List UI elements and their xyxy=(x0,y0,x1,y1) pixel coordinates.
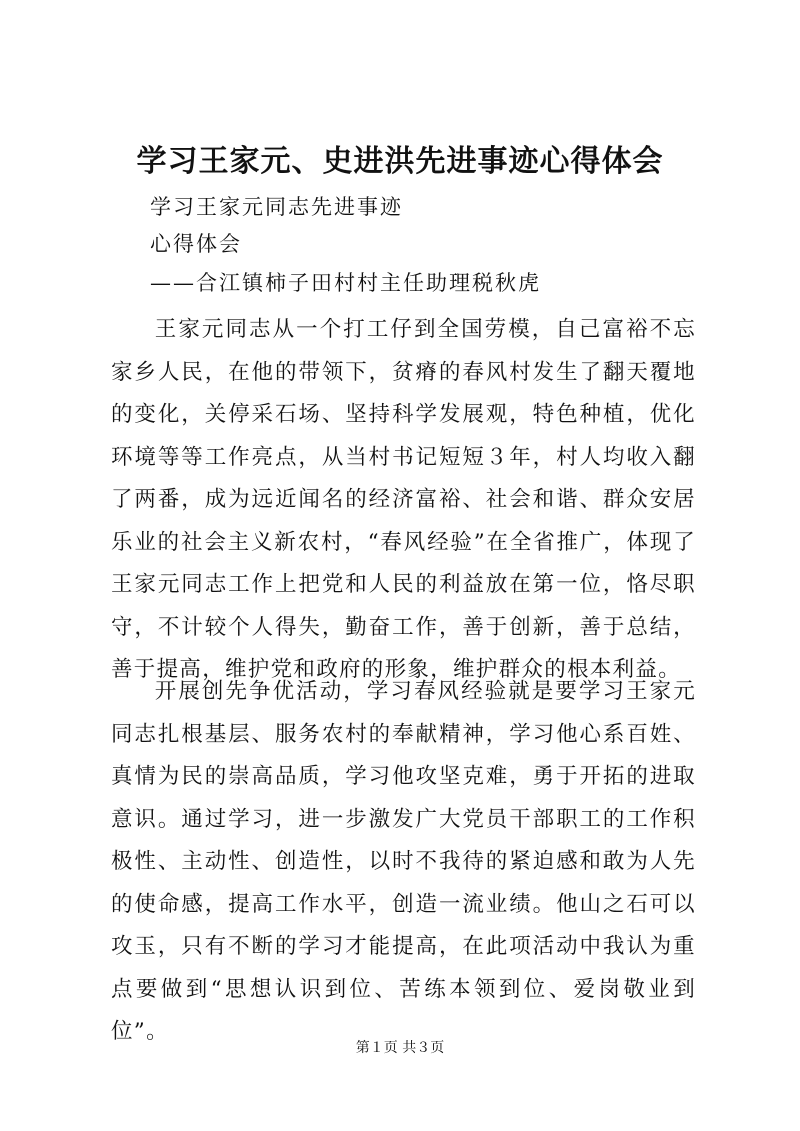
paragraph-2 xyxy=(111,671,696,1054)
subtitle-line-1: 学习王家元同志先进事迹 xyxy=(150,195,403,219)
paragraph-2-text: 开展创先争优活动，学习春风经验就是要学习王家元同志扎根基层、服务农村的奉献精神，学习他心系百姓、真情为民的崇高品质，学习他攻坚克难，勇于开拓的进取意识。通过学习，进一步激发广大党员干部职工的工作积极性、主动性、创造性，以时不我待的紧迫感和敢为人先的使命感，提高工作水平，创造一流业绩。他山之石可以攻玉，只有不断的学习才能提高，在此项活动中我认为重点要做到“思想认识到位、苦练本领到位、爱岗敬业到位”。 xyxy=(111,679,696,1044)
paragraph-1 xyxy=(111,309,696,692)
paragraph-1-text: 王家元同志从一个打工仔到全国劳模，自己富裕不忘家乡人民，在他的带领下，贫瘠的春风村发生了翻天覆地的变化，关停采石场、坚持科学发展观，特色种植，优化环境等等工作亮点，从当村书记短短３年，村人均收入翻了两番，成为远近闻名的经济富裕、社会和谐、群众安居乐业的社会主义新农村，“春风经验”在全省推广，体现了王家元同志工作上把党和人民的利益放在第一位，恪尽职守，不计较个人得失，勤奋工作，善于创新，善于总结，善于提高，维护党和政府的形象，维护群众的根本利益。 xyxy=(111,317,696,682)
page-footer: 第１页 共３页 xyxy=(355,1040,445,1056)
subtitle-line-2: 心得体会 xyxy=(150,232,242,256)
author-byline: ——合江镇柿子田村村主任助理税秋虎 xyxy=(150,271,541,295)
document-title: 学习王家元、史进洪先进事迹心得体会 xyxy=(136,144,664,179)
